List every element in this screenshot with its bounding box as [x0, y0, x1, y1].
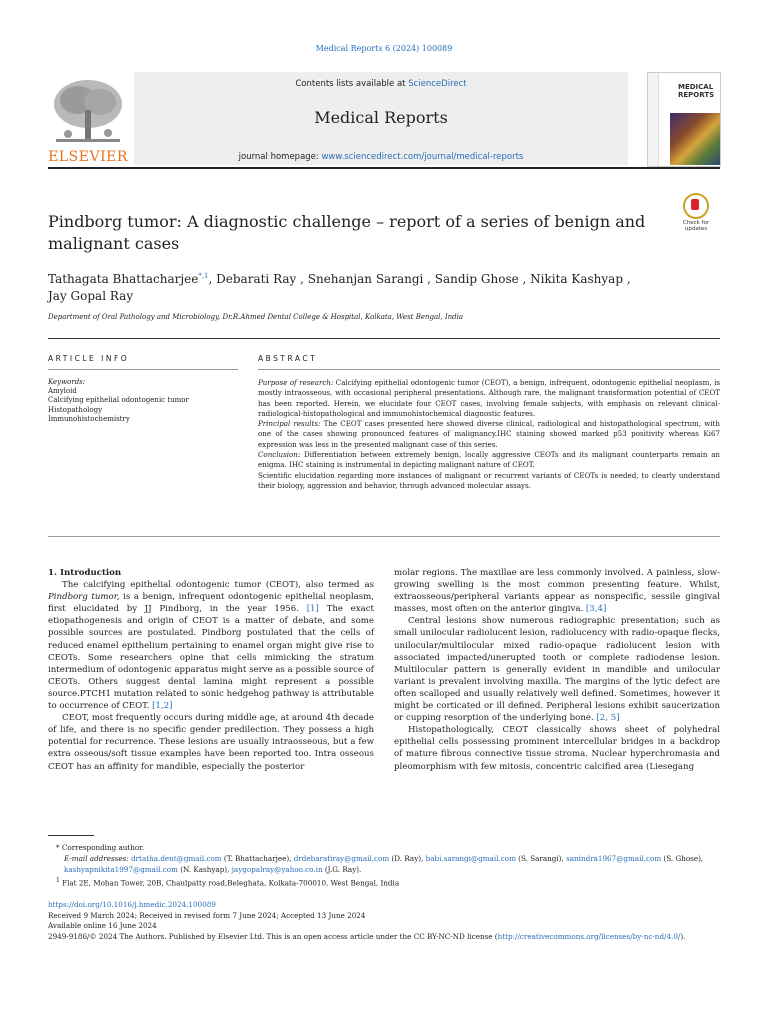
citation-link[interactable]: [2, 5] — [596, 713, 620, 724]
keyword-item: Amyloid — [48, 387, 77, 396]
footnote-rule — [48, 835, 94, 836]
journal-homepage — [134, 152, 628, 162]
citation-link[interactable]: [1] — [306, 604, 319, 615]
bookmark-icon — [683, 193, 709, 219]
keyword-item: Calcifying epithelial odontogenic tumor — [48, 396, 189, 405]
homepage-prefix: journal homepage: — [238, 152, 322, 162]
email-owner: (D. Ray), — [389, 854, 426, 863]
footnotes — [48, 842, 720, 888]
journal-name: Medical Reports — [314, 108, 448, 127]
cover-title — [678, 83, 714, 99]
abstract-purpose — [258, 378, 720, 419]
address-text: Flat 2E, Mohan Tower, 20B, Chaulpatty road,Beleghata, Kolkata-700010, West Bengal, India — [59, 878, 400, 888]
intro-paragraph-1 — [48, 579, 374, 712]
doi-link[interactable]: https://doi.org/10.1016/j.hmedic.2024.100089 — [48, 900, 216, 909]
keywords-block — [48, 378, 238, 424]
email-addresses — [48, 853, 720, 875]
section-title: 1. Introduction — [48, 568, 122, 578]
abstract-results — [258, 419, 720, 450]
article-title: Pindborg tumor: A diagnostic challenge – report of a series of benign and malignant cases — [48, 212, 646, 253]
header-divider — [48, 167, 720, 169]
author-rest[interactable]: , Debarati Ray , Snehanjan Sarangi , Sandip Ghose , Nikita Kashyap , — [208, 272, 631, 286]
author-first[interactable]: Tathagata Bhattacharjee — [48, 272, 199, 286]
email-owner: (T. Bhattacharjee), — [221, 854, 294, 863]
intro-paragraph-4: Histopathologically, CEOT classically shows sheet of polyhedral epithelial cells possessing prominent intercellular bridges in a backdrop of mature fibrous connective tissue stroma. Nuclear hyperchromasia and pleomorphism with few mitosis, concentric calcified area (Liesegang — [394, 725, 720, 772]
cover-title-line1: MEDICAL — [678, 83, 714, 91]
license-text-end: ). — [680, 931, 686, 941]
author-footnote-marker[interactable]: *,1 — [198, 272, 209, 280]
online-date: Available online 16 June 2024 — [48, 921, 157, 931]
sciencedirect-link[interactable]: ScienceDirect — [408, 79, 467, 89]
author-last[interactable]: Jay Gopal Ray — [48, 289, 134, 303]
email-owner: (S. Sarangi), — [515, 854, 567, 863]
check-updates-label — [676, 220, 716, 232]
cover-image — [670, 113, 720, 165]
email-link[interactable]: kashyapnikita1997@gmail.com — [64, 865, 178, 874]
text-emphasis: Pindborg tumor, — [48, 592, 120, 603]
results-label: Principal results: — [258, 419, 321, 429]
text-run: is a benign, infrequent odontogenic epithelial neoplasm, first elucidated by JJ Pindborg, in the year 1956. — [48, 592, 374, 615]
results-text: The CEOT cases presented here showed diverse clinical, radiological and histopathological spectrum, with one of the cases showing pronounced features of malignancy.IHC staining showed marked p53 positivity whereas Ki67 expression was less in the presented malignant case of this series. — [258, 419, 720, 449]
keywords-label: Keywords: — [48, 378, 86, 386]
email-link[interactable]: babi.sarangi@gmail.com — [425, 854, 516, 863]
email-owner: (S. Ghose), — [661, 854, 704, 863]
intro-paragraph-continued — [394, 567, 720, 615]
email-link[interactable]: drtatha.dent@gmail.com — [131, 854, 222, 863]
address-note — [48, 875, 720, 888]
author-list — [48, 268, 668, 305]
address-marker: 1 — [56, 877, 60, 884]
abstract-closing: Scientific elucidation regarding more instances of malignant or recurrent variants of CEOTs is needed, to clearly understand their biology, aggression and behavior, through advanced molecular assays. — [258, 470, 720, 490]
article-info-heading: ARTICLE INFO — [48, 354, 130, 363]
citation-link[interactable]: [3,4] — [585, 604, 607, 615]
article-metadata — [48, 900, 720, 942]
corresponding-note: * Corresponding author. — [56, 843, 145, 852]
email-link[interactable]: drdebaratiray@gmail.com — [293, 854, 390, 863]
check-for-updates-badge[interactable] — [676, 193, 716, 232]
abstract-heading: ABSTRACT — [258, 354, 318, 363]
conclusion-label: Conclusion: — [258, 450, 301, 460]
check-updates-line1: Check for — [682, 220, 710, 226]
journal-reference[interactable]: Medical Reports 6 (2024) 100089 — [315, 44, 453, 53]
keyword-item: Immunohistochemistry — [48, 414, 130, 423]
abstract-conclusion — [258, 450, 720, 471]
history-dates: Received 9 March 2024; Received in revised form 7 June 2024; Accepted 13 June 2024 — [48, 910, 366, 920]
elsevier-wordmark: ELSEVIER — [48, 149, 128, 165]
citation-link[interactable]: [1,2] — [152, 701, 173, 712]
journal-cover-thumbnail[interactable] — [647, 72, 721, 167]
cover-strip — [648, 73, 659, 166]
text-run: The calcifying epithelial odontogenic tumor (CEOT), also termed as — [62, 580, 374, 591]
intro-paragraph-2: CEOT, most frequently occurs during middle age, at around 4th decade of life, and there is no specific gender predilection. They possess a high potential for recurrence. These lesions are usually intraosseous, but a few extra osseous/soft tissue examples have been reported too. Intra osseous CEOT has an affinity for mandible, especially the posterior — [48, 713, 374, 772]
homepage-link[interactable]: www.sciencedirect.com/journal/medical-reports — [321, 152, 524, 162]
email-owner: (J.G. Ray). — [322, 865, 362, 874]
article-info-rule — [48, 369, 238, 370]
purpose-label: Purpose of research: — [258, 378, 334, 387]
abstract-body — [258, 378, 720, 491]
body-column-left — [48, 567, 374, 773]
check-updates-line2: updates — [684, 226, 708, 232]
body-column-right — [394, 567, 720, 773]
text-run: Central lesions show numerous radiographic presentation; such as small unilocular radiolucent lesion, radiolucency with radio-opaque flecks, unilocular/multilocular mixed radio-opaque radiolucent lesion with associated impacted/unerupted tooth or complete radiodense lesion. Multilocular pattern is generally evident in mandible and unilocular variant is prevalent involving maxilla. The margins of the lytic defect are often scalloped and usually relatively well defined. Sometimes, however it might be corticated or ill defined. Peripheral lesions exhibit saucerization or cupping resorption of the underlying bone. — [394, 616, 720, 724]
contents-available — [134, 79, 628, 89]
email-label: E-mail addresses: — [64, 854, 129, 863]
text-run: The exact etiopathogenesis and origin of CEOT is a matter of debate, and some possible sources are postulated. Pindborg postulated that the cells of reduced enamel epithelium pertaining to enamel organ might give rise to CEOTs. Some researchers opine that cells mimicking the stratum intermedium of odontogenic apparatus might serve as a possible source of CEOTs. Others suggest dental lamina might represent a possible source.PTCH1 mutation related to sonic hedgehog pathway is attributable to occurrence of CEOT. — [48, 604, 374, 712]
text-run: molar regions. The maxillae are less commonly involved. A painless, slow-growing swelling is the most common presenting feature. Whilst, extraosseous/peripheral variants appear as nonspecific, sessile gingival masses, most often on the anterior gingiva. — [394, 568, 720, 615]
license-link[interactable]: http://creativecommons.org/licenses/by-nc-nd/4.0/ — [497, 931, 681, 941]
contents-prefix: Contents lists available at — [295, 79, 409, 89]
email-link[interactable]: sanindra1967@gmail.com — [566, 854, 662, 863]
license-note — [48, 932, 720, 943]
abstract-bottom-rule — [48, 536, 720, 537]
keyword-item: Histopathology — [48, 405, 103, 414]
purpose-text: Calcifying epithelial odontogenic tumor (CEOT), a benign, infrequent, odontogenic epithelial neoplasm, is mostly intraosseous, with occasional peripheral presentations. Although rare, the malignant transformation potential of CEOT has been reported. Herein, we elucidate four CEOT cases, involving female subjects, with emphasis on relevant clinical-radiological-histopathological and immunohistochemical diagnostic features. — [258, 378, 720, 418]
license-text: 2949-9186/© 2024 The Authors. Published by Elsevier Ltd. This is an open access article under the CC BY-NC-ND license ( — [48, 931, 498, 941]
conclusion-text: Differentiation between extremely benign, locally aggressive CEOTs and its malignant counterparts remain an enigma. IHC staining is instrumental in depicting malignant nature of CEOT. — [258, 450, 720, 470]
title-divider — [48, 338, 720, 339]
intro-paragraph-3 — [394, 615, 720, 724]
cover-title-line2: REPORTS — [678, 91, 715, 99]
abstract-rule — [258, 369, 720, 370]
email-link[interactable]: jaygopalray@yahoo.co.in — [231, 865, 323, 874]
email-owner: (N. Kashyap), — [177, 865, 232, 874]
affiliation: Department of Oral Pathology and Microbiology, Dr.R.Ahmed Dental College & Hospital, Kolkata, West Bengal, India — [48, 313, 464, 321]
